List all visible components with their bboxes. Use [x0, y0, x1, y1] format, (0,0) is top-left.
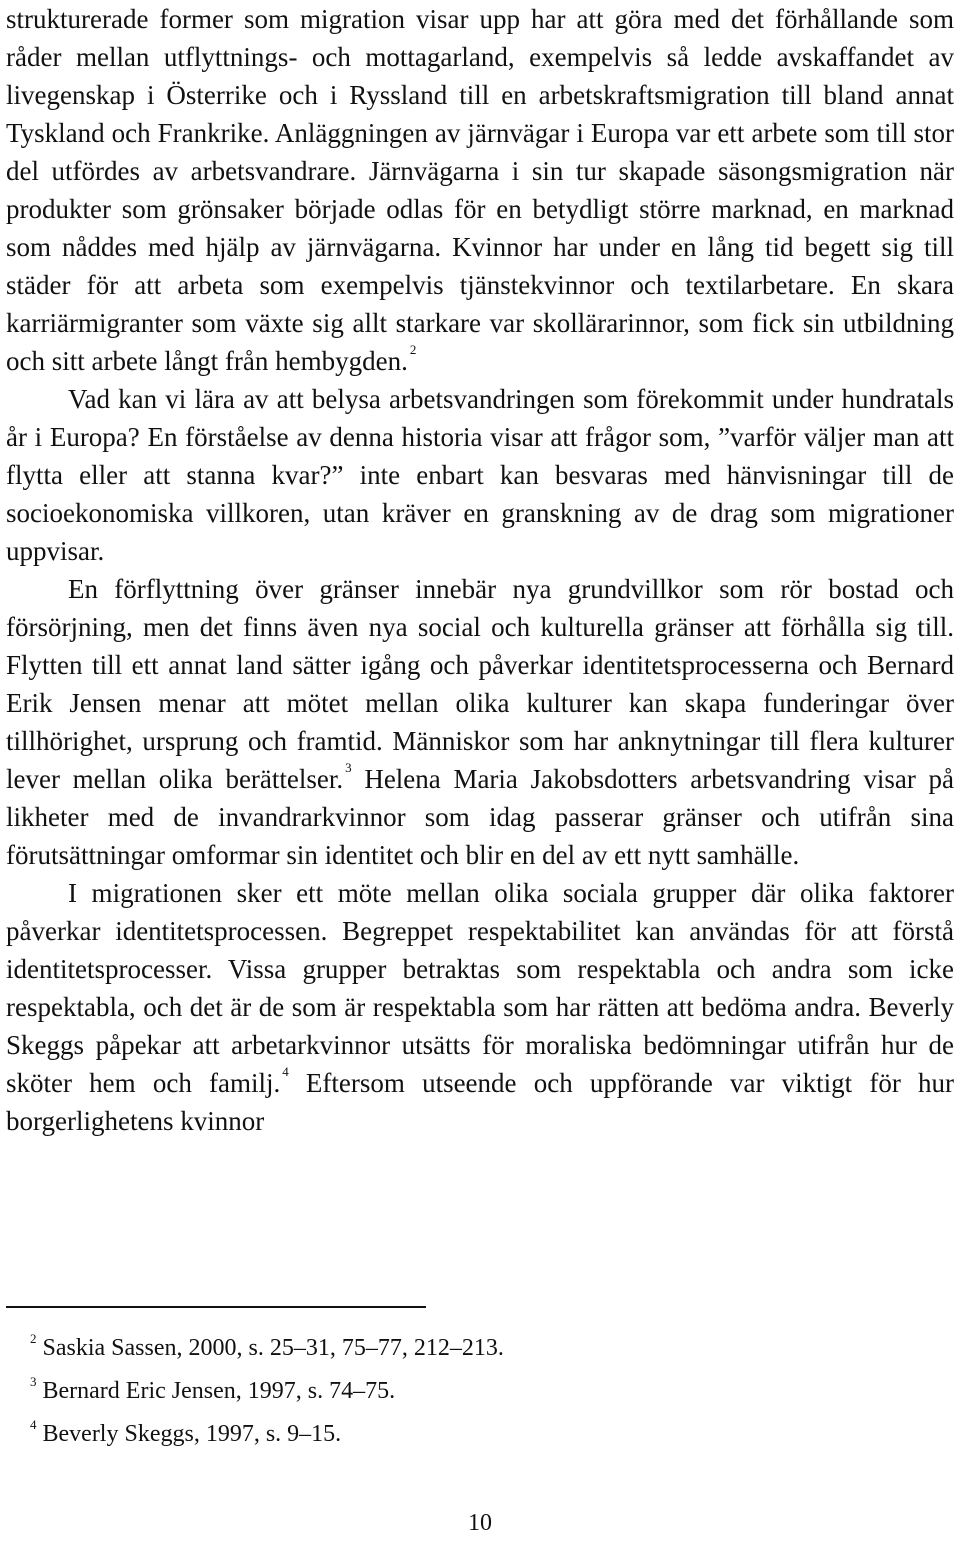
footnote-3: [30, 1371, 930, 1414]
footnote-ref-2[interactable]: 2: [409, 342, 417, 357]
footnote-ref-4[interactable]: 4: [282, 1064, 289, 1079]
paragraph-4: [6, 874, 954, 1140]
footnote-text: Bernard Eric Jensen, 1997, s. 74–75.: [42, 1378, 396, 1404]
page-body: [6, 0, 954, 1140]
footnote-text: Saskia Sassen, 2000, s. 25–31, 75–77, 212–213.: [42, 1335, 504, 1361]
paragraph-4-text-a: I migrationen sker ett möte mellan olika sociala grupper där olika faktorer påverkar identitetsprocessen. Begreppet respektabilitet kan användas för att förstå identitetsprocesser. Vissa grupper betraktas som respektabla och andra som icke respektabla, och det är de som är respektabla som har rätten att bedöma andra. Beverly Skeggs påpekar att arbetarkvinnor utsätts för moraliska bedömningar utifrån hur de sköter hem och familj.: [6, 878, 954, 1098]
paragraph-2-text: Vad kan vi lära av att belysa arbetsvandringen som förekommit under hundratals år i Europa? En förståelse av denna historia visar att frågor som, ”varför väljer man att flytta eller att stanna kvar?” inte enbart kan besvaras med hänvisningar till de socioekonomiska villkoren, utan kräver en granskning av de drag som migrationer uppvisar.: [6, 384, 954, 566]
footnote-ref-3[interactable]: 3: [345, 760, 352, 775]
paragraph-3: [6, 570, 954, 874]
paragraph-3-text-a: En förflyttning över gränser innebär nya grundvillkor som rör bostad och försörjning, men det finns även nya social och kulturella gränser att förhålla sig till. Flytten till ett annat land sätter igång och påverkar identitetsprocesserna och Bernard Erik Jensen menar att mötet mellan olika kulturer kan skapa funderingar över tillhörighet, ursprung och framtid. Människor som har anknytningar till flera kulturer lever mellan olika berättelser.: [6, 574, 954, 794]
footnote-text: Beverly Skeggs, 1997, s. 9–15.: [42, 1421, 342, 1447]
paragraph-1-text: strukturerade former som migration visar upp har att göra med det förhållande som råder mellan utflyttnings- och mottagarland, exempelvis så ledde avskaffandet av livegenskap i Österrike och i Ryssland till en arbetskraftsmigration till bland annat Tyskland och Frankrike. Anläggningen av järnvägar i Europa var ett arbete som till stor del utfördes av arbetsvandrare. Järnvägarna i sin tur skapade säsongsmigration när produkter som grönsaker började odlas för en betydligt större marknad, en marknad som nåddes med hjälp av järnvägarna. Kvinnor har under en lång tid begett sig till städer för att arbeta som exempelvis tjänstekvinnor och textilarbetare. En skara karriärmigranter som växte sig allt starkare var skollärarinnor, som fick sin utbildning och sitt arbete långt från hembygden.: [6, 4, 954, 376]
footnote-2: [30, 1328, 930, 1371]
paragraph-2: [6, 380, 954, 570]
page-number: 10: [468, 1510, 492, 1536]
paragraph-4-text-b: Eftersom utseende och uppförande var viktigt för hur borgerlighetens kvinnor: [6, 1068, 954, 1136]
footnotes: [30, 1328, 930, 1457]
footnote-4: [30, 1414, 930, 1457]
footnote-number: 3: [30, 1374, 37, 1389]
footnote-number: 4: [30, 1417, 37, 1432]
footnote-number: 2: [30, 1331, 37, 1346]
paragraph-1: [6, 0, 954, 380]
footnote-divider: [6, 1306, 426, 1308]
paragraph-3-text-b: Helena Maria Jakobsdotters arbetsvandring visar på likheter med de invandrarkvinnor som idag passerar gränser och utifrån sina förutsättningar omformar sin identitet och blir en del av ett nytt samhälle.: [6, 764, 954, 870]
